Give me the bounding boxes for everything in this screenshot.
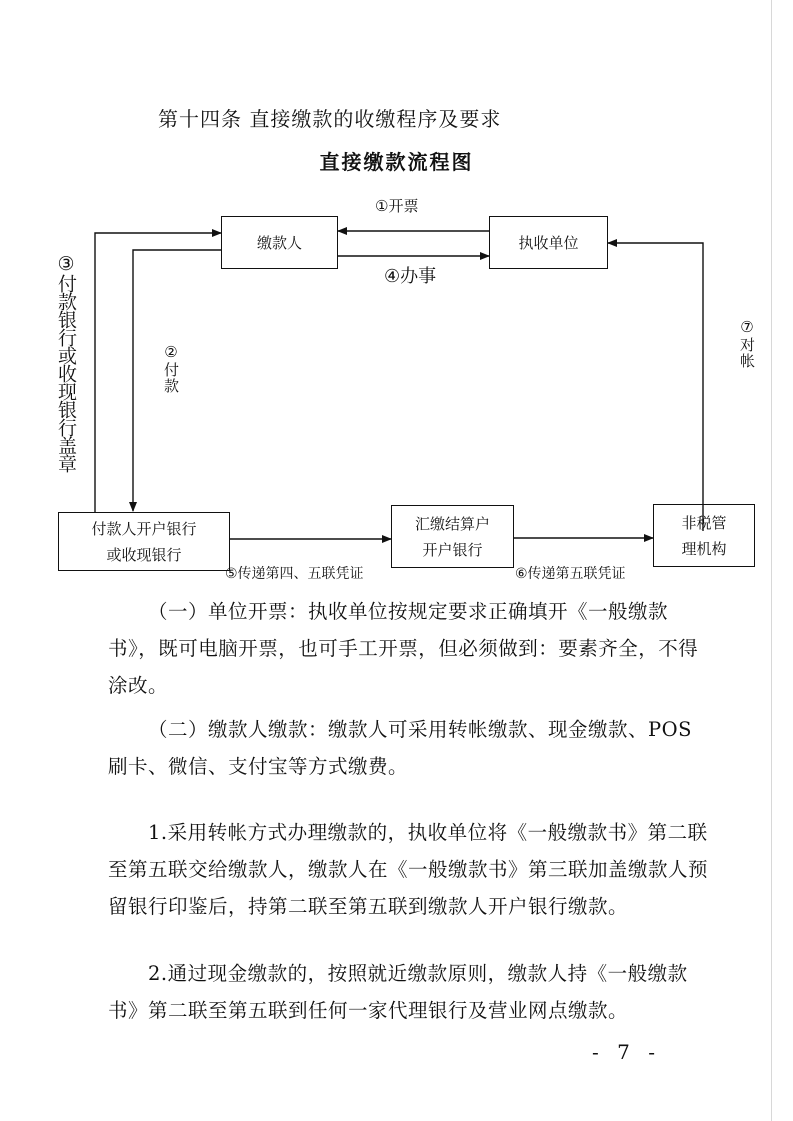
article-heading: 第十四条 直接缴款的收缴程序及要求 xyxy=(158,107,502,131)
box-payer-bank-line1: 付款人开户银行 xyxy=(91,519,197,538)
box-settlement-bank xyxy=(391,505,514,568)
paragraph-cash-payment xyxy=(108,955,708,1029)
page-number: - 7 - xyxy=(592,1040,661,1064)
box-collecting-unit xyxy=(489,216,608,269)
box-nontax-agency xyxy=(653,504,755,567)
box-payer xyxy=(221,216,338,269)
paragraph-unit-invoicing xyxy=(108,593,708,704)
box-payer-label: 缴款人 xyxy=(256,233,302,252)
label-step1: ①开票 xyxy=(375,197,419,215)
paragraph-cash-payment-text: 2.通过现金缴款的，按照就近缴款原则，缴款人持《一般缴款书》第二联至第五联到任何一家代理银行及营业网点缴款。 xyxy=(108,962,688,1022)
diagram-title: 直接缴款流程图 xyxy=(319,150,474,174)
paragraph-payer-payment xyxy=(108,711,708,785)
label-step7: ⑦对帐 xyxy=(738,318,756,369)
box-payer-bank xyxy=(58,512,230,571)
label-step5: ⑤传递第四、五联凭证 xyxy=(225,566,364,582)
label-step3: ③付款银行或收现银行盖章 xyxy=(55,253,77,472)
arrow-bank-stamp xyxy=(95,233,221,512)
paragraph-payer-payment-text: （二）缴款人缴款：缴款人可采用转帐缴款、现金缴款、POS刷卡、微信、支付宝等方式缴费。 xyxy=(108,718,692,778)
label-step2: ②付款 xyxy=(162,343,180,394)
box-collecting-unit-label: 执收单位 xyxy=(518,233,579,252)
paragraph-transfer-payment xyxy=(108,814,708,925)
box-nontax-agency-line1: 非税管 xyxy=(681,513,727,532)
box-settlement-bank-line1: 汇缴结算户 xyxy=(414,514,490,533)
box-nontax-agency-line2: 理机构 xyxy=(681,539,727,558)
label-step4: ④办事 xyxy=(384,266,437,287)
paragraph-unit-invoicing-text: （一）单位开票：执收单位按规定要求正确填开《一般缴款书》，既可电脑开票，也可手工开票，但必须做到：要素齐全，不得涂改。 xyxy=(108,600,699,697)
arrow-reconcile xyxy=(608,243,703,531)
box-payer-bank-line2: 或收现银行 xyxy=(106,545,182,564)
label-step6: ⑥传递第五联凭证 xyxy=(515,566,626,582)
paragraph-transfer-payment-text: 1.采用转帐方式办理缴款的，执收单位将《一般缴款书》第二联至第五联交给缴款人，缴款人在《一般缴款书》第三联加盖缴款人预留银行印鉴后，持第二联至第五联到缴款人开户银行缴款。 xyxy=(108,821,709,918)
box-settlement-bank-line2: 开户银行 xyxy=(422,540,483,559)
